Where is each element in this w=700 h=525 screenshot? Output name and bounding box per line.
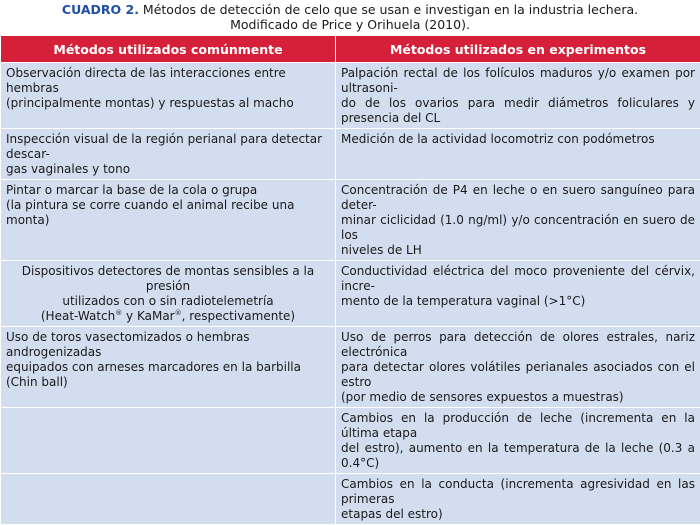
cell-line: Palpación rectal de los folículos maduros y/o examen por ultrasoni- xyxy=(341,66,695,96)
cell-line: del estro), aumento en la temperatura de la leche (0.3 a 0.4°C) xyxy=(341,441,695,471)
cell-line xyxy=(6,309,330,324)
cell-line: Uso de perros para detección de olores estrales, nariz electrónica xyxy=(341,330,695,360)
cell-line: (la pintura se corre cuando el animal recibe una monta) xyxy=(6,198,330,228)
caption-label: CUADRO 2. xyxy=(62,2,139,17)
cell-line: equipados con arneses marcadores en la barbilla (Chin ball) xyxy=(6,360,330,390)
cell-line: (principalmente montas) y respuestas al macho xyxy=(6,96,330,111)
common-method-cell xyxy=(1,180,336,261)
table-row xyxy=(1,327,700,408)
registered-mark: ® xyxy=(115,309,122,317)
common-method-cell-empty xyxy=(1,474,336,525)
experimental-method-cell xyxy=(336,180,700,261)
cell-line: niveles de LH xyxy=(341,243,695,258)
table-row xyxy=(1,180,700,261)
cell-line: Inspección visual de la región perianal para detectar descar- xyxy=(6,132,330,162)
common-method-cell xyxy=(1,63,336,129)
registered-mark: ® xyxy=(175,309,182,317)
experimental-method-cell xyxy=(336,129,700,180)
caption-text: Métodos de detección de celo que se usan e investigan en la industria lechera. xyxy=(139,2,638,17)
header-experimental-methods: Métodos utilizados en experimentos xyxy=(336,36,700,63)
cell-line: Concentración de P4 en leche o en suero sanguíneo para deter- xyxy=(341,183,695,213)
cell-line: mento de la temperatura vaginal (>1°C) xyxy=(341,294,695,309)
cell-line: Pintar o marcar la base de la cola o grupa xyxy=(6,183,330,198)
common-method-cell xyxy=(1,261,336,327)
methods-table xyxy=(0,35,700,525)
cell-line: minar ciclicidad (1.0 ng/ml) y/o concentración en suero de los xyxy=(341,213,695,243)
cell-line: (por medio de sensores expuestos a muestras) xyxy=(341,390,695,405)
caption-line-2: Modificado de Price y Orihuela (2010). xyxy=(0,17,700,32)
cell-line: utilizados con o sin radiotelemetría xyxy=(6,294,330,309)
heat-watch-text: (Heat-Watch xyxy=(41,309,115,323)
cell-line: para detectar olores volátiles perianales asociados con el estro xyxy=(341,360,695,390)
common-method-cell-empty xyxy=(1,408,336,474)
experimental-method-cell xyxy=(336,474,700,525)
experimental-method-cell xyxy=(336,408,700,474)
cell-line: Conductividad eléctrica del moco proveniente del cérvix, incre- xyxy=(341,264,695,294)
cell-line: Medición de la actividad locomotriz con podómetros xyxy=(341,132,695,147)
experimental-method-cell xyxy=(336,261,700,327)
table-row xyxy=(1,261,700,327)
respectively-text: , respectivamente) xyxy=(182,309,295,323)
cell-line: etapas del estro) xyxy=(341,507,695,522)
cell-line: gas vaginales y tono xyxy=(6,162,330,177)
cell-line: Observación directa de las interacciones entre hembras xyxy=(6,66,330,96)
experimental-method-cell xyxy=(336,63,700,129)
table-caption xyxy=(0,0,700,33)
experimental-method-cell xyxy=(336,327,700,408)
common-method-cell xyxy=(1,327,336,408)
caption-line-1 xyxy=(0,2,700,17)
cell-line: do de los ovarios para medir diámetros foliculares y presencia del CL xyxy=(341,96,695,126)
table-row xyxy=(1,129,700,180)
kamar-text: y KaMar xyxy=(122,309,174,323)
table-header-row xyxy=(1,36,700,63)
table-row xyxy=(1,63,700,129)
common-method-cell xyxy=(1,129,336,180)
cell-line: Cambios en la producción de leche (incrementa en la última etapa xyxy=(341,411,695,441)
cell-line: Uso de toros vasectomizados o hembras androgenizadas xyxy=(6,330,330,360)
table-row xyxy=(1,474,700,525)
cell-line: Dispositivos detectores de montas sensibles a la presión xyxy=(6,264,330,294)
cell-line: Cambios en la conducta (incrementa agresividad en las primeras xyxy=(341,477,695,507)
table-row xyxy=(1,408,700,474)
header-common-methods: Métodos utilizados comúnmente xyxy=(1,36,336,63)
